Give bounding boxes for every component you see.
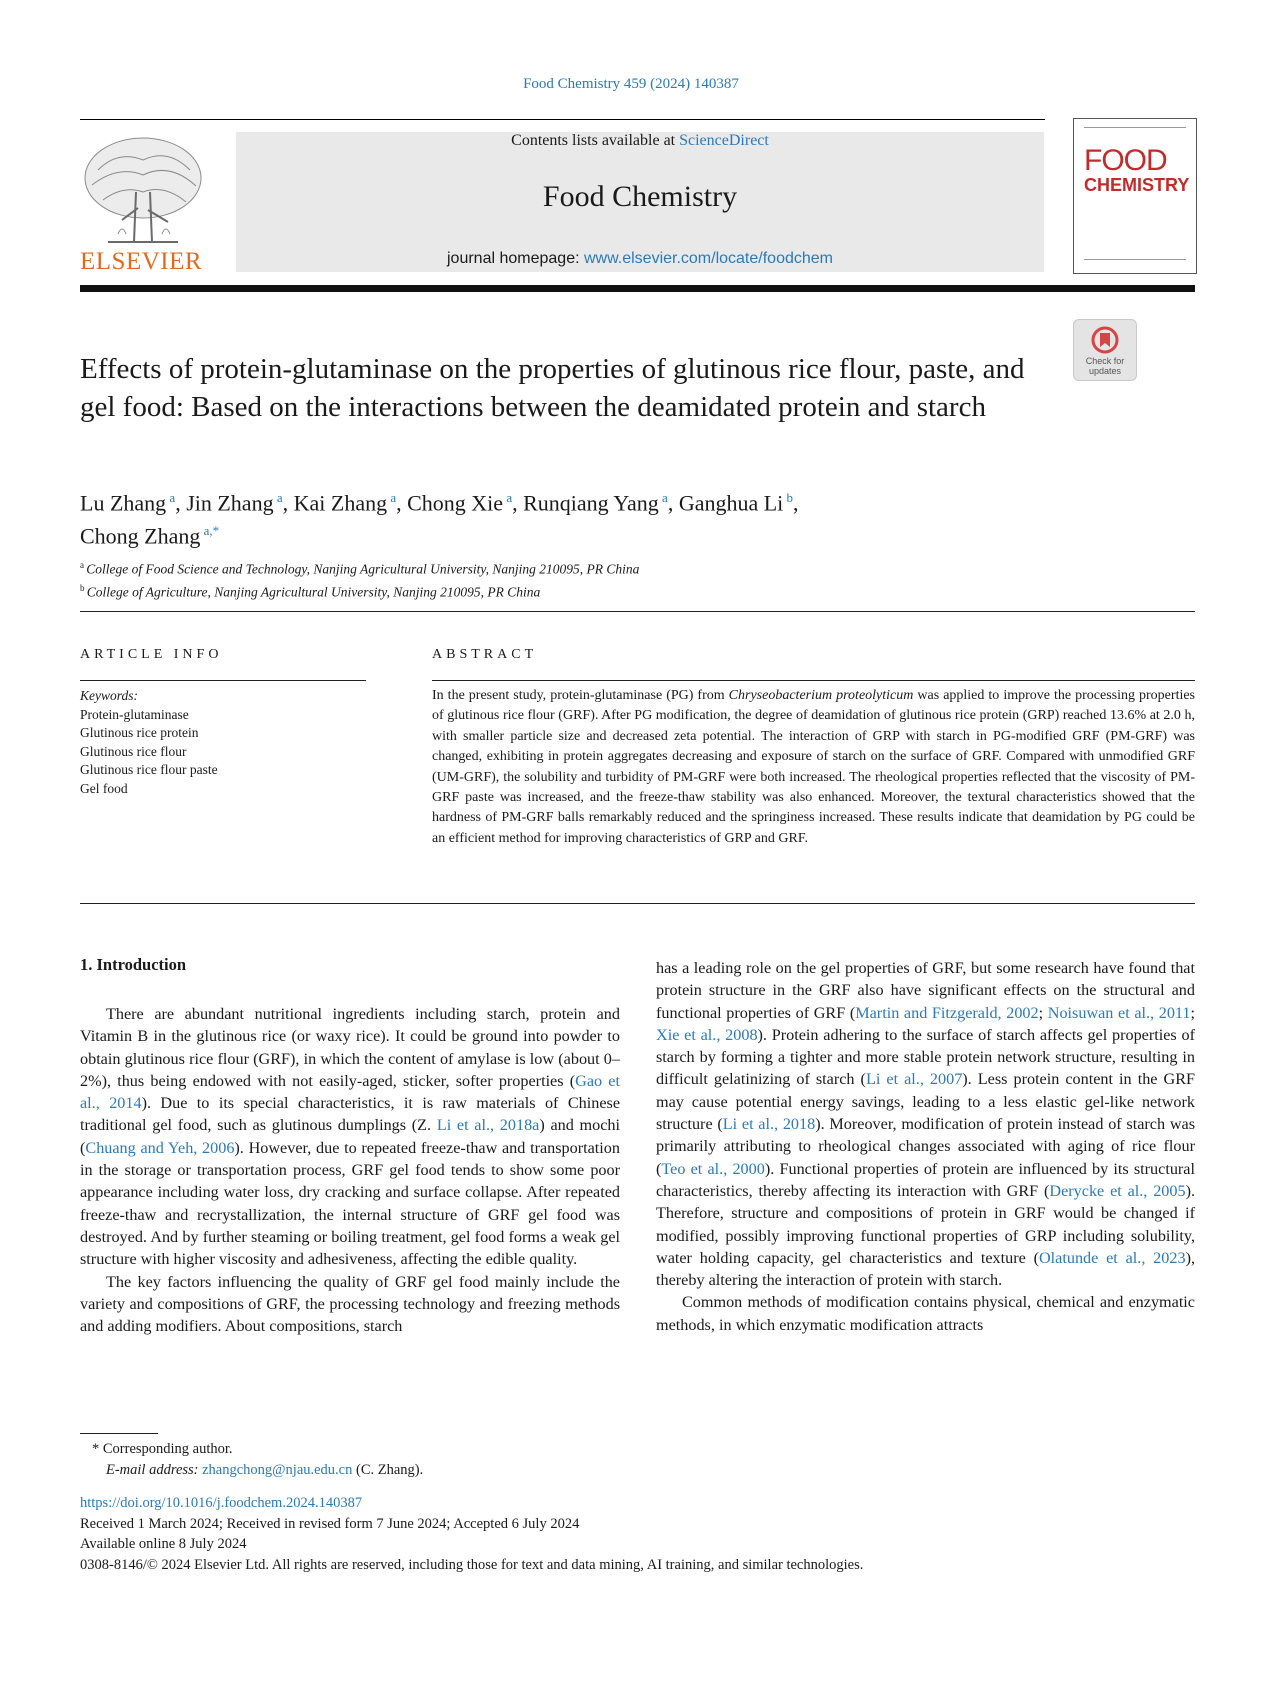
abstract-species: Chryseobacterium proteolyticum (728, 688, 914, 703)
citation-link[interactable]: Martin and Fitzgerald, 2002 (855, 1003, 1039, 1022)
header-rule (80, 119, 1045, 120)
article-title: Effects of protein-glutaminase on the properties of glutinous rice flour, paste, and gel food: Based on the interactions between the deamidated protein and starch (80, 353, 1025, 423)
cover-title-chemistry: CHEMISTRY (1084, 175, 1190, 195)
citation-link[interactable]: Olatunde et al., 2023 (1038, 1248, 1186, 1267)
publisher-wordmark: ELSEVIER (80, 248, 203, 275)
citation-link[interactable]: Li et al., 2018a (436, 1116, 540, 1135)
available-online: Available online 8 July 2024 (80, 1536, 247, 1552)
abstract-pre: In the present study, protein-glutaminase (PG) from (432, 688, 729, 703)
affiliation-mark: b (80, 582, 87, 593)
journal-cover[interactable] (1073, 118, 1197, 274)
corresponding-author-note: * Corresponding author. (92, 1441, 233, 1457)
keywords-block (80, 687, 218, 798)
footnotes (80, 1439, 423, 1481)
keyword: Glutinous rice protein (80, 725, 199, 740)
citation-link[interactable]: Teo et al., 2000 (661, 1159, 765, 1178)
author-name[interactable]: Runqiang Yang (523, 490, 659, 516)
author-affiliation-mark[interactable]: a (166, 490, 176, 505)
citation-link[interactable]: Li et al., 2018 (722, 1115, 816, 1134)
citation-link[interactable]: Chuang and Yeh, 2006 (85, 1138, 235, 1157)
paragraph-text: ). Moreover, modification of protein instead of starch was primarily attributing to rheological changes associated with aging of rice flour ( (656, 1115, 1195, 1178)
check-updates-label: Check for updates (1085, 356, 1125, 376)
contents-prefix: Contents lists available at (511, 132, 680, 149)
paragraph-text: Common methods of modification contains physical, chemical and enzymatic methods, in which enzymatic modification attracts (656, 1293, 1195, 1334)
contents-line (236, 132, 1044, 150)
email-link[interactable]: zhangchong@njau.edu.cn (202, 1462, 353, 1478)
copyright: 0308-8146/© 2024 Elsevier Ltd. All rights are reserved, including those for text and data mining, AI training, and similar technologies. (80, 1556, 864, 1573)
paragraph (80, 1003, 620, 1271)
section-rule (80, 611, 1195, 612)
author-affiliation-mark[interactable]: a (273, 490, 283, 505)
introduction-heading: 1. Introduction (80, 955, 187, 974)
affiliations (80, 556, 639, 601)
paragraph-text: has a leading role on the gel properties of GRF, but some research have found that protein structure in the GRF also have significant effects on the structural and functional properties of GRF ( (656, 959, 1195, 1022)
author-list: Lu Zhang $^a$, Jin Zhang $^a$, Kai Zhang $^a$, Chong Xie $^a$, Runqiang Yang $^a$, Ganghua Li $^b$, Chong Zhang $^{a,*}$ (80, 490, 799, 549)
homepage-link[interactable]: www.elsevier.com/locate/foodchem (583, 250, 833, 267)
paragraph-text: ). Therefore, structure and compositions of protein in GRF would be changed if modified, possibly improving functional properties of GRP including solubility, water holding capacity, gel characteristics and texture ( (656, 1181, 1196, 1267)
paragraph-text: There are abundant nutritional ingredients including starch, protein and Vitamin B in the glutinous rice (or waxy rice). It could be ground into powder to obtain glutinous rice flour (GRF), in which the content of amylase is low (about 0–2%), thus being endowed with not easily-aged, sticker, softer properties ( (80, 1005, 620, 1090)
article-info-rule (80, 680, 366, 681)
paragraph-text: The key factors influencing the quality of GRF gel food mainly include the variety and compositions of GRF, the processing technology and freezing methods and adding modifiers. About compositions, starch (80, 1272, 620, 1336)
section-rule (80, 903, 1195, 904)
author-name[interactable]: Ganghua Li (678, 490, 784, 516)
citation-link[interactable]: Xie et al., 2008 (656, 1025, 758, 1044)
paragraph-text: ). Due to its special characteristics, it is raw materials of Chinese traditional gel food, such as glutinous dumplings (Z. (80, 1094, 621, 1135)
keywords-label: Keywords: (80, 688, 138, 703)
paragraph-text: ). Protein adhering to the surface of starch affects gel properties of starch by forming a tighter and more stable protein network structure, resulting in difficult gelatinizing of starch ( (656, 1025, 1195, 1089)
paragraph-text: ). Functional properties of protein are influenced by its structural characteristics, thereby affecting its interaction with GRF ( (656, 1159, 1195, 1200)
author-name[interactable]: Kai Zhang (293, 490, 388, 516)
author-name[interactable]: Chong Zhang (80, 523, 201, 549)
email-suffix: (C. Zhang). (352, 1462, 424, 1478)
cover-title-food: FOOD (1084, 144, 1167, 177)
author-affiliation-mark[interactable]: a (503, 490, 513, 505)
affiliation-mark: a (80, 560, 87, 570)
publication-info (80, 1493, 863, 1575)
affiliation-line (80, 556, 639, 579)
author-name[interactable]: Jin Zhang (186, 490, 274, 516)
cover-rule (1084, 259, 1186, 260)
paragraph (80, 1271, 620, 1338)
header-thick-rule (80, 285, 1195, 292)
homepage-line (236, 250, 1044, 268)
paragraph-text: ). However, due to repeated freeze-thaw and transportation in the storage or transportation process, GRF gel food tends to show some poor appearance including water loss, dry cracking and surface collapse. After repeated freeze-thaw and recrystallization, the internal structure of GRF gel food was destroyed. And by further steaming or boiling treatment, gel food forms a weak gel structure with higher viscosity and adhesiveness, affecting the edible quality. (80, 1138, 620, 1269)
author-name[interactable]: Chong Xie (407, 490, 504, 516)
paragraph-text: ) and mochi ( (80, 1116, 621, 1157)
abstract-rule (432, 680, 1195, 681)
email-line (80, 1460, 423, 1481)
affiliation-line (80, 579, 639, 602)
affiliation-text: College of Agriculture, Nanjing Agricultural University, Nanjing 210095, PR China (86, 584, 541, 599)
check-for-updates-button[interactable] (1073, 319, 1137, 381)
journal-name: Food Chemistry (542, 180, 738, 213)
abstract-text (432, 686, 1195, 849)
journal-reference[interactable]: Food Chemistry 459 (2024) 140387 (523, 76, 739, 92)
citation-link[interactable]: Gao et al., 2014 (80, 1071, 620, 1113)
paragraph-text: ), thereby altering the interaction of protein with starch. (656, 1248, 1195, 1290)
article-info-heading: ARTICLE INFO (80, 647, 223, 662)
affiliation-text: College of Food Science and Technology, Nanjing Agricultural University, Nanjing 210095, PR China (86, 561, 640, 577)
author-affiliation-mark[interactable]: b (783, 490, 794, 505)
bookmark-icon (1091, 326, 1119, 354)
footnote-rule (80, 1433, 158, 1434)
sciencedirect-link[interactable]: ScienceDirect (679, 132, 769, 149)
paragraph-text: ; (1190, 1003, 1196, 1022)
citation-link[interactable]: Noisuwan et al., 2011 (1047, 1003, 1191, 1022)
author-name[interactable]: Lu Zhang (80, 490, 167, 516)
keyword: Glutinous rice flour paste (80, 762, 218, 777)
homepage-prefix: journal homepage: (447, 250, 584, 267)
cover-rule (1084, 127, 1186, 128)
author-affiliation-mark[interactable]: a (658, 490, 668, 505)
citation-link[interactable]: Li et al., 2007 (865, 1070, 963, 1089)
doi-link[interactable]: https://doi.org/10.1016/j.foodchem.2024.140387 (80, 1495, 363, 1511)
body-column-right (656, 957, 1195, 1336)
paragraph (656, 1291, 1195, 1336)
keyword: Protein-glutaminase (80, 706, 189, 722)
author-affiliation-mark[interactable]: a,* (200, 523, 220, 539)
abstract-post: was applied to improve the processing properties of glutinous rice flour (GRF). After PG modification, the degree of deamidation of glutinous rice protein (GRP) reached 13.6% at 2.0 h, with smaller particle size and decreased zeta potential. The interaction of GRP with starch in PG-modified GRF (PM-GRF) was changed, exhibiting in protein aggregates decreasing and exposure of starch on the surface of GRF. Compared with unmodified GRF (UM-GRF), the solubility and turbidity of PM-GRF were both increased. The rheological properties reflected that the viscosity of PM-GRF paste was increased, and the freeze-thaw stability was also enhanced. Moreover, the textural characteristics showed that the hardness of PM-GRF balls remarkably reduced and the springiness increased. These results indicate that deamidation by PG could be an efficient method for improving characteristics of GRP and GRF. (432, 688, 1196, 846)
citation-link[interactable]: Derycke et al., 2005 (1049, 1181, 1186, 1200)
keyword: Glutinous rice flour (80, 743, 187, 759)
paragraph-text: ; (1038, 1003, 1048, 1022)
email-label: E-mail address: (106, 1462, 203, 1478)
keyword: Gel food (80, 780, 128, 796)
author-affiliation-mark[interactable]: a (387, 490, 397, 505)
paragraph-text: ). Less protein content in the GRF may cause potential energy savings, leading to a less elastic gel-like network structure ( (656, 1070, 1195, 1134)
abstract-heading: ABSTRACT (432, 647, 538, 662)
received-dates: Received 1 March 2024; Received in revised form 7 June 2024; Accepted 6 July 2024 (80, 1515, 580, 1532)
paragraph (656, 957, 1195, 1291)
body-column-left (80, 1003, 620, 1337)
